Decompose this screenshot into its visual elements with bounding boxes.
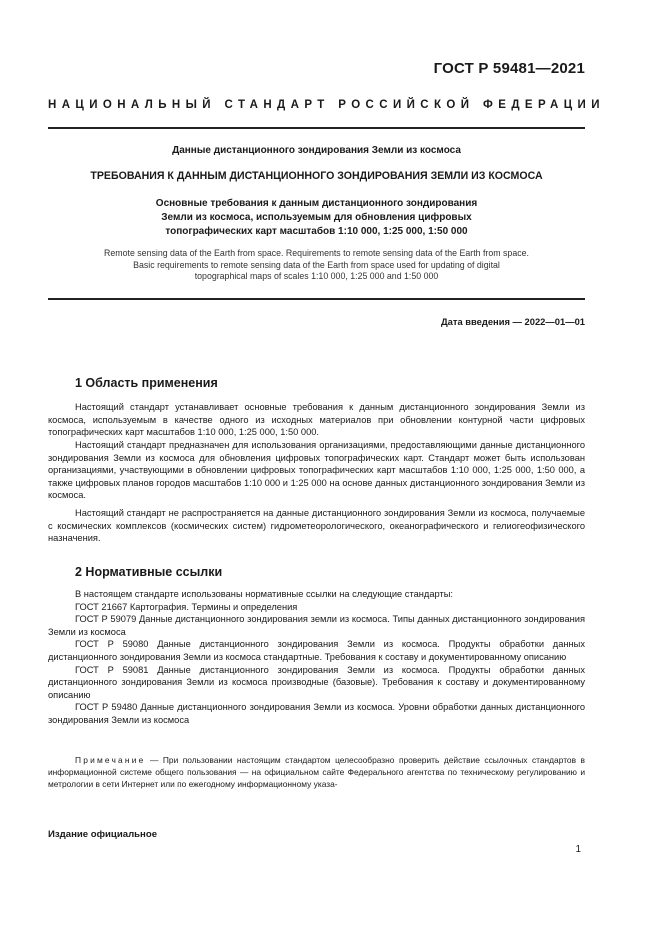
document-subject: Данные дистанционного зондирования Земли из космоса (172, 145, 461, 156)
section-1-heading: 1 Область применения (75, 376, 218, 390)
reference-item: ГОСТ Р 59080 Данные дистанционного зондирования Земли из космоса. Продукты обработки данных дистанционного зондирования Земли из космоса стандартные. Требования к составу и документированному описанию (48, 639, 585, 662)
section-1-paragraph-2: Настоящий стандарт предназначен для использования организациями, предоставляющими данные дистанционного зондирования Земли из космоса для обновления цифровых топографических карт. Стандарт может быть использован организациями, участвующими в обновлении цифровых топографических карт масштабов 1:10 000, 1:25 000, 1:50 000, а также цифровых планов городов масштабов 1:10 000 и 1:25 000 на основе данных дистанционного зондирования Земли из космоса. (48, 440, 585, 501)
note-label: Примечание (75, 755, 146, 765)
english-title-line-1: Remote sensing data of the Earth from space. Requirements to remote sensing data of the Earth from space. (104, 248, 529, 258)
top-divider (48, 127, 585, 129)
bottom-divider (48, 298, 585, 300)
english-title-line-2: Basic requirements to remote sensing data of the Earth from space used for updating of digital (133, 259, 500, 270)
subtitle-line-2: Земли из космоса, используемым для обновления цифровых (161, 212, 472, 223)
reference-item: ГОСТ Р 59480 Данные дистанционного зондирования Земли из космоса. Уровни обработки данных дистанционного зондирования Земли из космоса (48, 702, 585, 725)
gost-number: ГОСТ Р 59481—2021 (433, 60, 585, 77)
note-paragraph (48, 755, 585, 790)
english-title-line-3: topographical maps of scales 1:10 000, 1:25 000 and 1:50 000 (194, 271, 439, 281)
page-number: 1 (575, 844, 581, 855)
section-1-paragraph-3: Настоящий стандарт не распространяется на данные дистанционного зондирования Земли из космоса, получаемые с космических комплексов (космических систем) гидрометеорологического, океанографического и гелиогеофизического назначения. (48, 508, 585, 544)
section-2-heading: 2 Нормативные ссылки (75, 565, 223, 579)
subtitle-line-1: Основные требования к данным дистанционного зондирования (155, 198, 478, 209)
english-title (48, 248, 585, 283)
section-1-paragraph-1: Настоящий стандарт устанавливает основные требования к данным дистанционного зондирования Земли из космоса, используемым в качестве одного из исходных материалов при обновлении контурной части цифровых топографических карт масштабов 1:10 000, 1:25 000, 1:50 000. (48, 402, 585, 438)
national-standard-title: НАЦИОНАЛЬНЫЙ СТАНДАРТ РОССИЙСКОЙ ФЕДЕРАЦИИ (48, 99, 605, 111)
normative-references (48, 588, 585, 727)
introduction-date: Дата введения — 2022—01—01 (440, 316, 585, 327)
subtitle-line-3: топографических карт масштабов 1:10 000, 1:25 000, 1:50 000 (165, 226, 468, 237)
official-edition-label: Издание официальное (48, 829, 158, 840)
note-text: — При пользовании настоящим стандартом целесообразно проверить действие ссылочных стандартов в информационной системе общего пользования — на официальном сайте Федерального агентства по техническому регулированию и метрологии в сети Интернет или по ежегодному информационному указа- (48, 755, 585, 789)
document-main-title: ТРЕБОВАНИЯ К ДАННЫМ ДИСТАНЦИОННОГО ЗОНДИРОВАНИЯ ЗЕМЛИ ИЗ КОСМОСА (90, 170, 543, 182)
references-intro: В настоящем стандарте использованы нормативные ссылки на следующие стандарты: (75, 589, 454, 599)
reference-item: ГОСТ Р 59081 Данные дистанционного зондирования Земли из космоса. Продукты обработки данных дистанционного зондирования Земли из космоса производные (базовые). Требования к составу и документированному описанию (48, 664, 585, 700)
document-subtitle (48, 197, 585, 239)
reference-item: ГОСТ 21667 Картография. Термины и определения (75, 601, 298, 612)
reference-item: ГОСТ Р 59079 Данные дистанционного зондирования земли из космоса. Типы данных дистанционного зондирования Земли из космоса (48, 614, 585, 637)
